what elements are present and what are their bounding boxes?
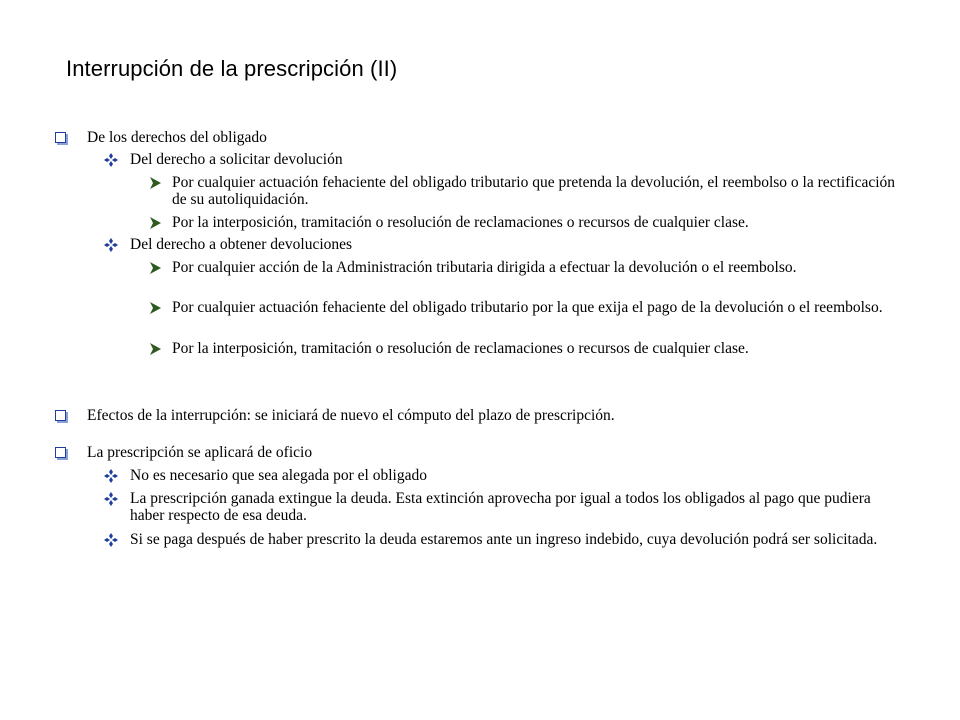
list-item <box>148 259 898 276</box>
list-item-text: La prescripción ganada extingue la deuda. Esta extinción aprovecha por igual a todos los obligados al pago que pudiera haber respecto de esa deuda. <box>130 490 871 524</box>
list-item-text: Si se paga después de haber prescrito la deuda estaremos ante un ingreso indebido, cuya devolución podrá ser solicitada. <box>130 531 878 548</box>
list-item-text: Del derecho a solicitar devolución <box>130 151 343 168</box>
four-diamond-bullet-icon <box>103 237 119 253</box>
arrowhead-bullet-icon <box>148 260 164 276</box>
list-item <box>54 444 312 461</box>
list-item <box>103 467 903 484</box>
four-diamond-bullet-icon <box>103 532 119 548</box>
four-diamond-bullet-icon <box>103 491 119 507</box>
list-item <box>103 151 343 168</box>
checkbox-bullet-icon <box>54 408 70 424</box>
list-item <box>103 490 903 524</box>
arrowhead-bullet-icon <box>148 215 164 231</box>
four-diamond-bullet-icon <box>103 468 119 484</box>
list-item <box>148 299 898 316</box>
list-item <box>103 236 352 253</box>
list-item-text: Por cualquier actuación fehaciente del obligado tributario que pretenda la devolución, el reembolso o la rectificación de su autoliquidación. <box>172 174 896 208</box>
list-item-text: La prescripción se aplicará de oficio <box>87 444 313 461</box>
four-diamond-bullet-icon <box>103 152 119 168</box>
list-item <box>148 340 898 357</box>
list-item-text: Efectos de la interrupción: se iniciará de nuevo el cómputo del plazo de prescripción. <box>87 407 615 424</box>
list-item <box>54 129 267 146</box>
list-item-text: De los derechos del obligado <box>87 129 267 146</box>
list-item-text: Por la interposición, tramitación o resolución de reclamaciones o recursos de cualquier clase. <box>172 340 749 357</box>
list-item-text: Del derecho a obtener devoluciones <box>130 236 353 253</box>
slide-title: Interrupción de la prescripción (II) <box>66 56 398 81</box>
list-item <box>148 174 898 208</box>
arrowhead-bullet-icon <box>148 341 164 357</box>
list-item <box>54 407 615 424</box>
checkbox-bullet-icon <box>54 445 70 461</box>
list-item-text: No es necesario que sea alegada por el obligado <box>130 467 427 484</box>
list-item-text: Por cualquier acción de la Administración tributaria dirigida a efectuar la devolución o el reembolso. <box>172 259 797 276</box>
arrowhead-bullet-icon <box>148 300 164 316</box>
list-item-text: Por cualquier actuación fehaciente del obligado tributario por la que exija el pago de la devolución o el reembolso. <box>172 299 883 316</box>
arrowhead-bullet-icon <box>148 175 164 191</box>
list-item <box>103 531 893 548</box>
list-item <box>148 214 898 231</box>
checkbox-bullet-icon <box>54 130 70 146</box>
list-item-text: Por la interposición, tramitación o resolución de reclamaciones o recursos de cualquier clase. <box>172 214 749 231</box>
